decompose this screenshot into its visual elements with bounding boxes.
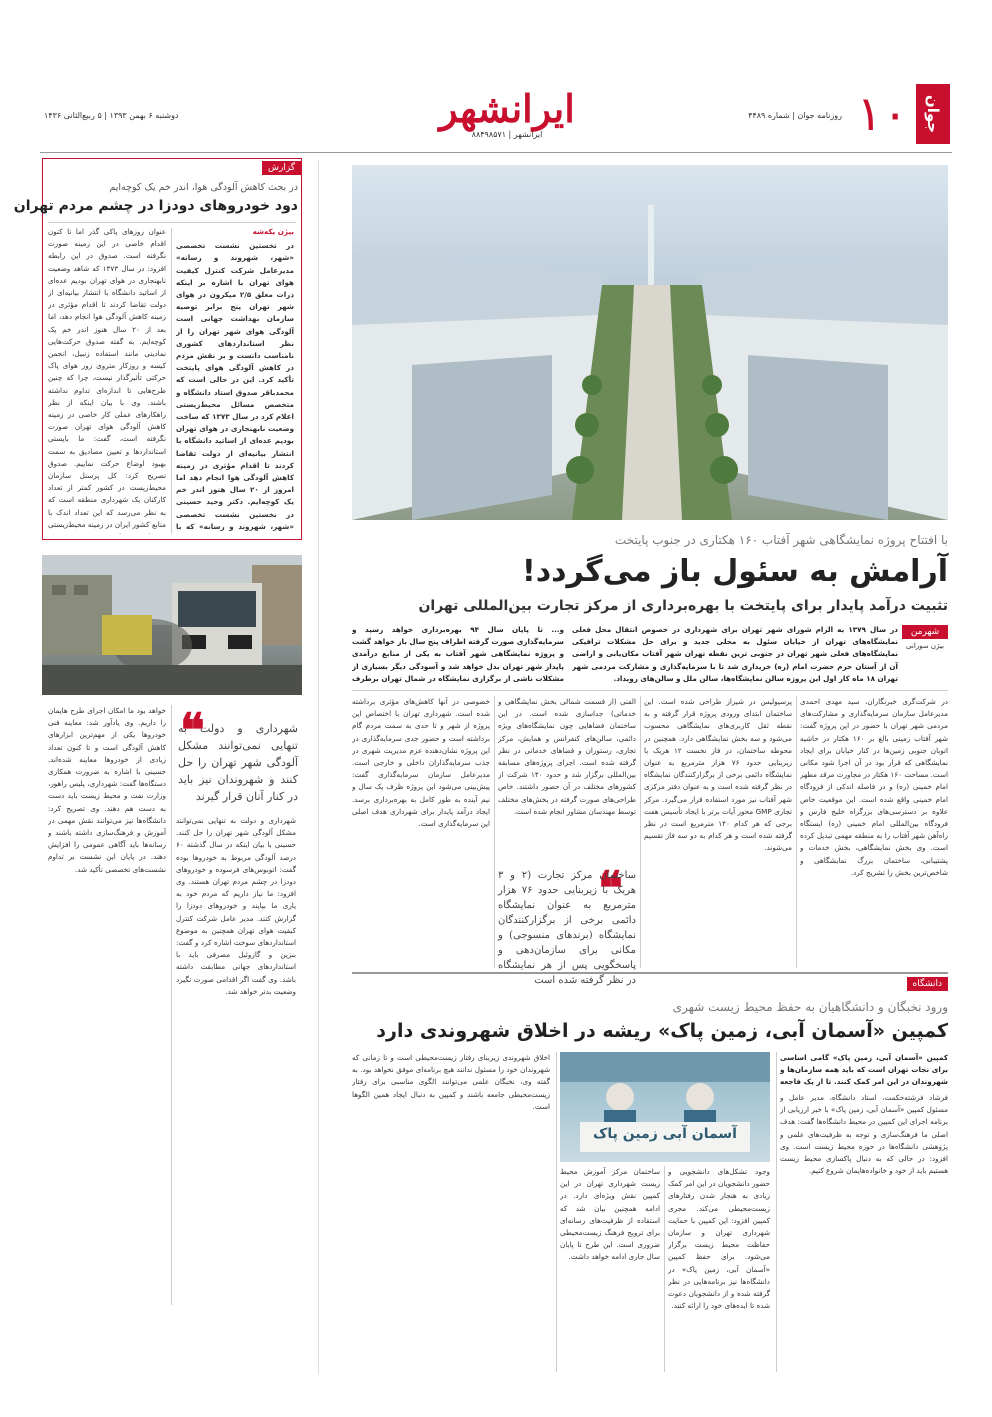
main-author: بیژن سورانی [906,642,944,650]
sidebar-kicker: در بحث کاهش آلودگی هوا، اندر خم یک کوچه‌ایم [109,182,298,193]
masthead-divider [40,152,952,153]
sidebar-bottom-column-left [48,705,166,1305]
bottom-column-1-text: فرشاد فرشته‌حکمت، استاد دانشگاه، مدیر عامل و مسئول کمپین «آسمان آبی، زمین پاک» با خبر ارزیابی از برنامه اجرای این کمپین در محیط دانشگاه‌ها گفت: هدف اصلی ما فرهنگ‌سازی و توجه به ظرفیت‌های علمی و پژوهشی دانشگاه‌ها در حوزه محیط زیست است. وی افزود: در حالی که به دنبال پاکسازی محیط زیست هستیم باید از خود و خانواده‌هایمان شروع کنیم. [780,1093,948,1176]
sidebar-text-right: در تخستین نشست تخصصی «شهر، شهروند و رسانه» مدیرعامل شرکت کنترل کیفیت هوای تهران با اشاره بر اینکه ذرات معلق ۲/۵ میکرون در هوای شهر تهران پنج برابر توصیه سازمان بهداشت جهانی است آلودگی هوای شهر تهران را از نظر استانداردهای کشوری نامناسب دانست و بر نقش مردم در کاهش آلودگی هوای پایتخت تأکید کرد. این در حالی است که محمدباقر صدوق استاد دانشگاه و متخصص مسائل محیط‌زیستی اعلام کرد در سال ۱۳۷۳ که ساخت وضعیت نابهنجاری در هوای تهران بودیم عده‌ای از اساتید دانشگاه با انتشار بیانیه‌ای از دولت تقاضا کردند تا اقدام مؤثری در زمینه کاهش آلودگی هوا انجام دهد اما امروز از ۲۰ سال هنوز اندر خم یک کوچه‌ایم. دکتر وحید حسینی در نخستین نشست تخصصی «شهر، شهروند و رسانه» که با [176,241,294,531]
sidebar-bottom-text-left: خواهد بود ما امکان اجرای طرح هایمان را داریم. وی یادآور شد: معاینه فنی خودروها یکی از مهم‌ترین ابزارهای کاهش آلودگی است و تا کنون تعداد زیادی از خودروها معاینه شده‌اند. حسینی با اشاره به ضرورت همکاری دستگاه‌ها گفت: شهرداری، پلیس راهور، وزارت نفت و محیط زیست باید دست به دست هم دهند. وی تصریح کرد: دانشگاه‌ها نیز می‌توانند نقش مهمی در آموزش و فرهنگ‌سازی داشته باشند و رسانه‌ها باید آگاهی عمومی را افزایش دهند. در پایان این نشست بر تداوم نشست‌های تخصصی تأکید شد. [48,706,166,874]
issue-meta: روزنامه جوان | شماره ۴۴۸۹ [748,111,842,120]
bottom-column-1 [780,1092,948,1372]
bottom-lead [780,1052,948,1088]
bottom-column-3 [560,1166,660,1372]
main-column-1-text: در شرکت‌گری خبرنگاران، سید مهدی احمدی مدیرعامل سازمان سرمایه‌گذاری و مشارکت‌های مردمی شهر تهران با حضور در این پروژه گفت: شهر آفتاب زمینی بالغ بر ۱۶۰ هکتار در حاشیه اتوبان جنوبی زمین‌ها در کنار خیابان برای ایجاد نمایشگاهی که قرار بود در آن اجرا شود مکانی است. مساحت ۱۶۰ هکتار در مجاورت مرقد مطهر امام خمینی (ره) و در فاصله اندکی از فرودگاه امام خمینی واقع شده است. این موقعیت خاص علاوه بر دسترسی‌های بزرگراه خلیج فارس و فرودگاه بین‌المللی امام خمینی (ره) ایستگاه راه‌آهن شهر آفتاب را به منطقه مهمی تبدیل کرده است. وی بخش نمایشگاهی، بخش خدمات و پشتیبانی، ساختمان بزرگ نمایشگاهی و شاخص‌ترین بخش را تشریح کرد. [800,697,948,877]
bottom-tag: دانشگاه [907,977,948,991]
main-tag: شهرمن [902,625,948,639]
campaign-photo-caption: آسمان آبی زمین پاک [593,1126,737,1142]
newspaper-logo: جوان [916,84,950,144]
bottom-story-rule [352,972,948,974]
sidebar-col-divider [171,228,172,534]
sidebar-lead-label: بیژن یکه‌شه [252,227,294,236]
main-col-divider-1 [796,696,797,968]
bottom-headline: کمپین «آسمان آبی، زمین پاک» ریشه در اخلاق شهروندی دارد [376,1020,948,1042]
main-headline: آرامش به سئول باز می‌گردد! [522,554,948,589]
exhibition-rendering-photo [352,165,948,520]
exhibition-illustration [352,165,948,520]
bus-illustration [42,555,302,695]
main-column-4 [352,696,490,968]
page-column-divider [318,160,319,1375]
bus-photo [42,555,302,695]
quote-mark-icon: ❝ [180,703,205,757]
main-lead-left [352,624,564,684]
bottom-column-2 [668,1166,770,1372]
sidebar-tag: گزارش [262,161,301,175]
main-subhead: تثبیت درآمد پایدار برای پایتخت با بهره‌برداری از مرکز تجارت بین‌المللی تهران [418,598,948,614]
sidebar-text-left: عنوان روزهای پاکی گذر اما تا کنون اقدام خاصی در این زمینه صورت نگرفته است. صدوق در این رابطه افزود: در سال ۱۳۷۳ که شاهد وضعیت نابهنجاری در هوای تهران بودیم عده‌ای از اساتید دانشگاه با انتشار بیانیه‌ای از دولت تقاضا کردند تا اقدام مؤثری در زمینه کاهش آلودگی هوا انجام دهد، اما بعد از ۲۰ سال هنوز اندر خم یک کوچه‌ایم. به گفته صدوق حرکت‌هایی نمادینی مانند استفاده زنبیل، انجمن کیسه و روزکار متروی زور هوای پاک حرکتی تأثیرگذار نیست، چرا که چنین طرح‌هایی تا اندازه‌ای تداوم نداشته باشند. وی با بیان اینکه از نظر راهکارهای عملی کار خاصی در زمینه کاهش آلودگی هوای تهران صورت نگرفته است، گفت: ما بایستی استانداردها و تعیین مصادیق به سمت بهبود اوضاع حرکت نماییم. صدوق تصریح کرد: کل پرسنل سازمان محیط‌زیست در کشور کمتر از تعداد کارکنان یک شهرداری منطقه است که به نظر می‌رسد که این تعداد اندک با منابع کشور ایران در زمینه محیط‌زیستی [48,227,166,529]
sidebar-column-left [48,226,166,534]
sidebar-column-right [176,226,294,534]
bottom-col-divider-2 [664,1166,665,1372]
main-column-1 [800,696,948,968]
section-title: ایرانشهر [439,86,575,131]
campaign-illustration [560,1052,770,1162]
section-subtitle: ایرانشهر | ۸۸۴۹۸۵۷۱ [471,130,543,139]
main-quote-mark-icon: ❝ [598,861,623,915]
main-column-3-text: الفنی (از قسمت شمالی بخش نمایشگاهی و خدماتی) جداسازی شده است. در این ساختمان فضاهایی چون نمایشگاه‌های ویژه دائمی، سالن‌های کنفرانس و همایش، مرکز تجاری، رستوران و فضاهای خدماتی در نظر گرفته شده است. اجرای پروژه‌های مسابقه بین‌المللی برگزار شد و حدود ۱۴۰ شرکت از کشورهای مختلف در آن حضور داشتند. خاص طراحی‌های صورت گرفته در بخش‌های مختلف توسط مهندسان مشاور انجام شده است. [498,697,636,816]
date-meta: دوشنبه ۶ بهمن ۱۳۹۳ | ۵ ربیع‌الثانی ۱۴۳۶ [44,111,179,120]
main-column-2-text: پرسپولیس در شیراز طراحی شده است. این ساختمان ابتدای ورودی پروژه قرار گرفته و به نقطه ثقل کاربری‌های نمایشگاهی محسوب می‌شود و سه بخش نمایشگاهی دارد. همچنین در محوطه ساختمان، در فاز نخست ۱۲ هریک با زیربنایی حدود ۷۶ هزار مترمربع به عنوان نمایشگاه دائمی برخی از برگزارکنندگان نمایشگاه در نظر گرفته شده است و به عنوان دفتر مرکزی شهر آفتاب نیز مورد استفاده قرار می‌گیرد. مرکز تجاری GMP محور آیات برتر با ایجاد تأسیس هفت برجی که هر کدام ۱۴۰ مترمربع است در نظر گرفته شده است و هر کدام به دو سه فاز تقسیم می‌شوند. [644,697,792,853]
main-lead-rule [352,690,948,691]
main-col-divider-3 [494,696,495,968]
sidebar-rule [48,222,296,223]
bottom-column-4-text: اخلاق شهروندی زیربنای رفتار زیست‌محیطی است و تا زمانی که شهروندان خود را مسئول ندانند هیچ برنامه‌ای موفق نخواهد بود. به گفته وی، نخبگان علمی می‌توانند الگوی مناسبی برای رفتار زیست‌محیطی جامعه باشند و کمپین به دنبال ایجاد همین الگوها است. [352,1053,550,1111]
sidebar-headline: دود خودروهای دودزا در چشم مردم تهران [13,198,298,214]
sidebar-bottom-column-right [176,815,296,1260]
sidebar-pullquote: شهرداری و دولت به تنهایی نمی‌توانند مشکل آلودگی شهر تهران را حل کنند و شهروندان نیز باید در کنار آنان قرار گیرند [178,722,298,803]
bottom-column-4 [352,1052,550,1372]
main-column-3 [498,696,636,861]
bottom-lead-text: کمپین «آسمان آبی، زمین پاک» گامی اساسی برای نجات تهران است که باید همه سازمان‌ها و شهروندان در این امر کمک کنند. تا از یک فاجعه [780,1053,948,1087]
section-masthead [432,88,582,139]
sidebar-bottom-text-right: شهرداری و دولت به تنهایی نمی‌توانند مشکل آلودگی شهر تهران را حل کنند. حسینی با بیان اینکه در سال گذشته ۶۰ درصد آلودگی مربوط به خودروها بوده گفت: اتوبوس‌های فرسوده و خودروهای دودزا در چشم مردم تهران هستند. وی افزود: ما نیاز داریم که مردم خود به یاری ما بیایند و خودروهای دودزا را گزارش کنند. مدیر عامل شرکت کنترل کیفیت هوای تهران همچنین به موضوع استانداردهای سوخت اشاره کرد و گفت: بنزین و گازوئیل مصرفی باید با استانداردهای جهانی مطابقت داشته باشد. وی گفت اگر اقدامی صورت نگیرد وضعیت بدتر خواهد شد. [176,816,296,996]
sidebar-bottom-divider [171,705,172,1305]
main-col-divider-2 [640,696,641,968]
main-lead-left-text: و... تا پایان سال ۹۴ بهره‌برداری خواهد رسید و سرمایه‌گذاری صورت گرفته اطراف پنج سال باز خواهد گشت و پروژه نمایشگاهی شهر آفتاب به یکی از منابع درآمدی پایدار شهر تهران بدل خواهد شد و آسودگی دیگر بسیاری از مشکلات ناشی از برگزاری نمایشگاه در شمال تهران برطرف [352,625,564,683]
bottom-col-divider-1 [776,1052,777,1372]
bottom-column-2-text: وجود تشکل‌های دانشجویی و حضور دانشجویان در این امر کمک زیادی به هنجار شدن رفتارهای زیست‌محیطی می‌کند. مجری کمپین افزود: این کمپین با حمایت شهرداری تهران و سازمان حفاظت محیط زیست برگزار می‌شود. برای حفظ کمپین «آسمان آبی، زمین پاک» در دانشگاه‌ها نیز برنامه‌هایی در نظر گرفته شده و از دانشجویان دعوت شده تا ایده‌های خود را ارائه کنند. [668,1167,770,1311]
main-lead-right-text: در سال ۱۳۷۹ به الزام شورای شهر تهران برای شهرداری در خصوص انتقال محل فعلی نمایشگاه‌های تهران از خیابان سئول به محلی جدید و برای حل مشکلات ترافیکی نمایشگاه‌های فعلی شهر تهران در جنوبی ترین نقطه تهران شهر آفتاب مکان‌یابی و اراضی آن از آستان حرم حضرت امام (ره) خریداری شد تا با سرمایه‌گذاری و مشارکت مردمی شهر تهران ۱۸ ماه کار اول این پروژه سالن نمایشگاه‌ها، سالن ملل و سالن‌های رویداد. [572,625,898,683]
main-lead-right [572,624,898,684]
main-kicker: با افتتاح پروژه نمایشگاهی شهر آفتاب ۱۶۰ هکتاری در جنوب پایتخت [614,533,948,547]
main-column-2 [644,696,792,968]
main-column-4-text: خصوصی در آنها کاهش‌های مؤثری برداشته شده است. شهرداری تهران با اختصاص این پروژه از شهر و تا حدی به سمت مردم گام برداشته است و حضور جدی سرمایه‌گذاری در این پروژه نشان‌دهنده عزم مدیریت شهری در جذب سرمایه‌گذاران داخلی و خارجی است. مدیرعامل سازمان سرمایه‌گذاری گفت: پیش‌بینی می‌شود این پروژه ظرف یک سال و نیم آینده به طور کامل به بهره‌برداری برسد. ایجاد درآمد پایدار برای شهرداری هدف اصلی این سرمایه‌گذاری است. [352,697,490,829]
bottom-column-3-text: ساختمان مرکز آموزش محیط زیست شهرداری تهران در این کمپین نقش ویژه‌ای دارد. در ادامه همچنین بیان شد که استفاده از ظرفیت‌های رسانه‌ای برای ترویج فرهنگ زیست‌محیطی ضروری است. این طرح تا پایان سال جاری ادامه خواهد داشت. [560,1167,660,1262]
campaign-photo [560,1052,770,1162]
main-pullquote: ساختمان مرکز تجارت (۲ و ۳ هریک با زیربنایی حدود ۷۶ هزار مترمربع به عنوان نمایشگاه دائمی برخی از برگزارکنندگان نمایشگاه (برندهای منسوجی) و مکانی برای سازمان‌دهی و پاسخگویی پس از هر نمایشگاه در نظر گرفته شده است [498,870,637,986]
bottom-kicker: ورود نخبگان و دانشگاهیان به حفظ محیط زیست شهری [672,1000,948,1014]
bottom-col-divider-3 [556,1052,557,1372]
page-number: ۱۰ [856,86,908,142]
